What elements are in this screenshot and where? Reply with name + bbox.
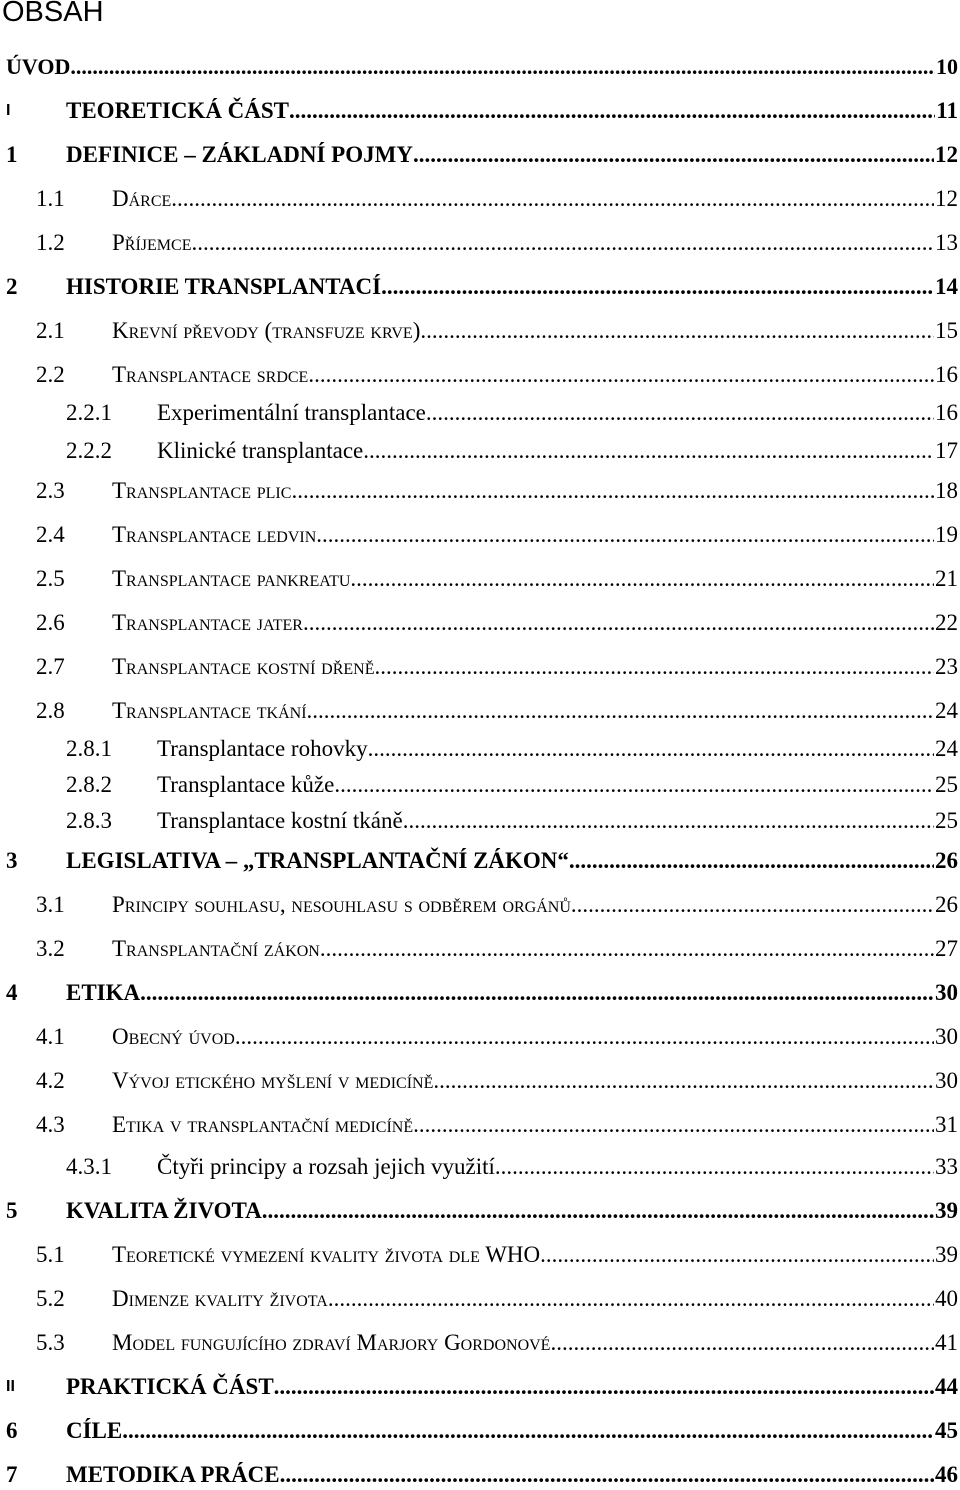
toc-entry[interactable] [0,228,958,258]
toc-entry-page: 26 [935,892,958,917]
toc-entry-title: Teoretické vymezení kvality života dle WHO [112,1242,541,1267]
toc-entry-page: 25 [935,772,958,797]
dot-leader [550,1328,934,1358]
toc-entry-title: Příjemce [112,230,192,255]
dot-leader [303,608,934,638]
toc-entry-page: 30 [935,1068,958,1093]
toc-entry[interactable] [0,1372,958,1402]
toc-entry-title: TEORETICKÁ ČÁST [66,98,290,123]
toc-entry-title: Vývoj etického myšlení v medicíně [112,1068,434,1093]
toc-entry-number: 6 [6,1418,18,1443]
toc-entry-title: Čtyři principy a rozsah jejich využití [157,1154,495,1179]
toc-entry-page: 21 [935,566,958,591]
toc-entry-title: DEFINICE – ZÁKLADNÍ POJMY [66,142,413,167]
toc-entry-title: ÚVOD [6,54,71,79]
toc-entry-page: 40 [935,1286,958,1311]
toc-entry-number: 2.7 [36,654,65,679]
toc-entry-number: 3 [6,848,18,873]
dot-leader [413,140,934,170]
toc-entry-page: 45 [935,1418,958,1443]
dot-leader [140,978,934,1008]
dot-leader [328,1284,934,1314]
dot-leader [320,934,934,964]
dot-leader [569,846,934,876]
toc-entry-page: 27 [935,936,958,961]
toc-entry-page: 39 [935,1198,958,1223]
dot-leader [262,1196,934,1226]
toc-entry-number: 4 [6,980,18,1005]
toc-entry-title: KVALITA ŽIVOTA [66,1198,262,1223]
toc-entry-number: 1.2 [36,230,65,255]
toc-entry-title: Principy souhlasu, nesouhlasu s odběrem orgánů [112,892,571,917]
toc-entry[interactable] [0,978,958,1008]
toc-entry[interactable] [0,476,958,506]
toc-entry-page: 11 [936,98,958,123]
toc-entry-title: Experimentální transplantace [157,400,426,425]
toc-entry[interactable] [0,1196,958,1226]
toc-entry-page: 22 [935,610,958,635]
toc-entry-page: 17 [935,438,958,463]
toc-entry-page: 31 [935,1112,958,1137]
toc-entry-page: 18 [935,478,958,503]
dot-leader [334,770,934,800]
toc-entry-number: 5.3 [36,1330,65,1355]
toc-entry-page: 30 [935,980,958,1005]
toc-entry-page: 24 [935,698,958,723]
toc-entry-number: 2.1 [36,318,65,343]
toc-entry-number: 3.1 [36,892,65,917]
toc-entry-page: 39 [935,1242,958,1267]
toc-entry[interactable] [0,934,958,964]
toc-entry-title: METODIKA PRÁCE [66,1462,280,1487]
toc-entry-page: 12 [935,186,958,211]
toc-entry-page: 24 [935,736,958,761]
toc-entry-number: I [6,102,11,119]
toc-entry[interactable] [0,184,958,214]
toc-entry-number: 2.4 [36,522,65,547]
toc-entry-number: 2.6 [36,610,65,635]
toc-entry[interactable] [0,1416,958,1446]
toc-entry-title: Transplantační zákon [112,936,320,961]
toc-entry-title: Transplantace pankreatu [112,566,351,591]
toc-entry[interactable] [0,1110,958,1140]
toc-entry[interactable] [0,360,958,390]
toc-entry[interactable] [0,846,958,876]
toc-entry[interactable] [0,1284,958,1314]
toc-entry-number: 2.8.2 [66,772,112,797]
toc-entry-title: Etika v transplantační medicíně [112,1112,414,1137]
toc-entry[interactable] [0,1460,958,1490]
toc-entry-title: Transplantace ledvin [112,522,317,547]
dot-leader [375,652,935,682]
toc-entry-page: 46 [935,1462,958,1487]
toc-entry-page: 10 [936,54,958,79]
toc-entry-title: Transplantace tkání [112,698,307,723]
toc-entry[interactable] [0,520,958,550]
toc-entry-page: 16 [935,400,958,425]
toc-entry-number: 4.3.1 [66,1154,112,1179]
toc-entry-title: Transplantace plic [112,478,292,503]
toc-entry[interactable] [0,564,958,594]
toc-entry[interactable] [0,272,958,302]
dot-leader [433,1066,934,1096]
dot-leader [368,734,934,764]
toc-entry-title: Obecný úvod [112,1024,235,1049]
dot-leader [191,228,934,258]
toc-entry[interactable] [0,696,958,726]
dot-leader [291,476,934,506]
toc-entry-title: Transplantace jater [112,610,303,635]
toc-entry-number: 2.2.2 [66,438,112,463]
toc-entry-page: 41 [935,1330,958,1355]
toc-entry-number: 2.3 [36,478,65,503]
toc-entry-number: 2.8 [36,698,65,723]
toc-entry-number: 5 [6,1198,18,1223]
toc-entry[interactable] [0,436,958,466]
toc-entry-title: Transplantace srdce [112,362,309,387]
toc-entry-number: 2.2 [36,362,65,387]
dot-leader [495,1152,934,1182]
toc-entry-title: Dimenze kvality života [112,1286,328,1311]
toc-entry-number: 2.5 [36,566,65,591]
toc-entry-number: II [6,1378,15,1395]
dot-leader [274,1372,934,1402]
dot-leader [571,890,934,920]
toc-entry[interactable] [0,1328,958,1358]
toc-entry-page: 33 [935,1154,958,1179]
toc-entry-number: 4.2 [36,1068,65,1093]
toc-entry-number: 4.1 [36,1024,65,1049]
dot-leader [316,520,934,550]
dot-leader [122,1416,934,1446]
toc-entry[interactable] [0,398,958,428]
dot-leader [403,806,934,836]
toc-entry[interactable] [0,1240,958,1270]
toc-entry-number: 2 [6,274,18,299]
toc-entry-title: Klinické transplantace [157,438,364,463]
toc-entry-title: Transplantace kůže [157,772,335,797]
toc-entry-page: 14 [935,274,958,299]
toc-entry[interactable] [0,734,958,764]
dot-leader [171,184,934,214]
toc-entry-page: 13 [935,230,958,255]
toc-entry-title: CÍLE [66,1418,123,1443]
toc-entry-page: 26 [935,848,958,873]
toc-entry-title: Model fungujícího zdraví Marjory Gordonové [112,1330,551,1355]
toc-entry-number: 4.3 [36,1112,65,1137]
toc-entry[interactable] [0,96,958,126]
toc-entry[interactable] [0,770,958,800]
toc-entry-number: 5.2 [36,1286,65,1311]
toc-entry-page: 16 [935,362,958,387]
toc-entry-title: LEGISLATIVA – „TRANSPLANTAČNÍ ZÁKON“ [66,848,569,873]
toc-entry[interactable] [0,52,958,82]
toc-entry-number: 2.8.1 [66,736,112,761]
toc-entry-page: 30 [935,1024,958,1049]
dot-leader [289,96,935,126]
toc-entry-page: 12 [935,142,958,167]
dot-leader [413,1110,934,1140]
toc-entry-title: Transplantace rohovky [157,736,368,761]
toc-entry[interactable] [0,806,958,836]
toc-entry[interactable] [0,1066,958,1096]
dot-leader [307,696,934,726]
toc-entry-title: HISTORIE TRANSPLANTACÍ [66,274,382,299]
toc-entry-page: 19 [935,522,958,547]
dot-leader [363,436,934,466]
toc-entry-number: 2.2.1 [66,400,112,425]
toc-entry-title: Dárce [112,186,172,211]
dot-leader [426,398,934,428]
dot-leader [235,1022,934,1052]
dot-leader [308,360,934,390]
toc-entry-number: 1 [6,142,18,167]
toc-entry-page: 23 [935,654,958,679]
toc-entry-number: 7 [6,1462,18,1487]
dot-leader [350,564,934,594]
toc-entry-number: 2.8.3 [66,808,112,833]
toc-entry[interactable] [0,608,958,638]
toc-entry-title: PRAKTICKÁ ČÁST [66,1374,274,1399]
toc-entry-title: Krevní převody (transfuze krve) [112,318,421,343]
toc-entry-title: ETIKA [66,980,141,1005]
toc-entry-title: Transplantace kostní dřeně [112,654,375,679]
toc-entry-title: Transplantace kostní tkáně [157,808,403,833]
dot-leader [381,272,934,302]
toc-entry[interactable] [0,890,958,920]
toc-entry-number: 1.1 [36,186,65,211]
toc-entry-page: 15 [935,318,958,343]
toc-entry[interactable] [0,1152,958,1182]
toc-heading: OBSAH [2,0,104,28]
toc-entry[interactable] [0,316,958,346]
dot-leader [420,316,934,346]
dot-leader [540,1240,934,1270]
dot-leader [70,52,935,82]
dot-leader [280,1460,934,1490]
toc-entry-number: 5.1 [36,1242,65,1267]
toc-entry-page: 25 [935,808,958,833]
toc-entry-page: 44 [935,1374,958,1399]
toc-entry[interactable] [0,652,958,682]
toc-entry[interactable] [0,140,958,170]
toc-entry[interactable] [0,1022,958,1052]
toc-entry-number: 3.2 [36,936,65,961]
